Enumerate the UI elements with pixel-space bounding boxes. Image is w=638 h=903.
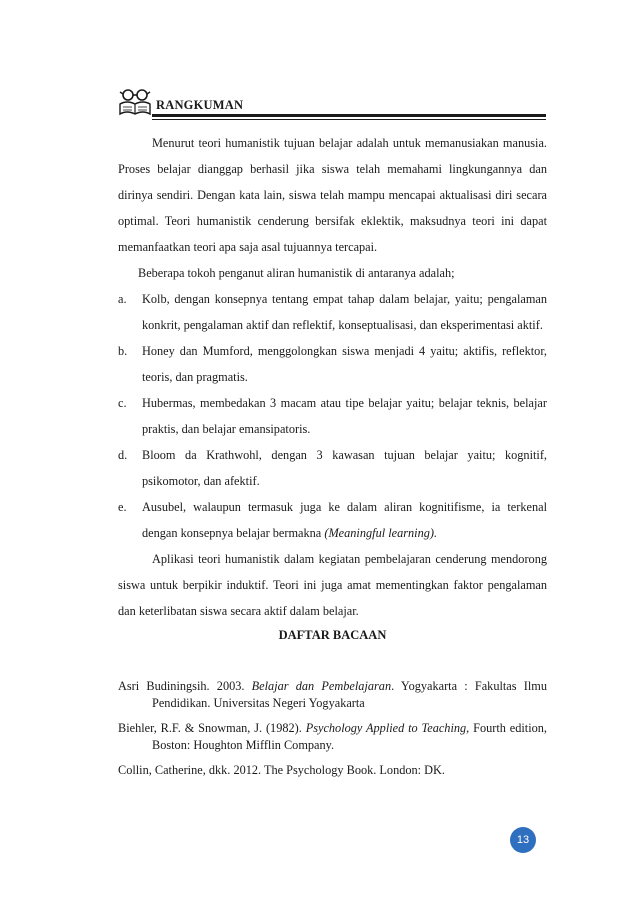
section-header bbox=[118, 86, 546, 120]
list-item-text: Honey dan Mumford, menggolongkan siswa menjadi 4 yaitu; aktifis, reflektor, teoris, dan pragmatis. bbox=[142, 344, 547, 384]
list-item bbox=[118, 286, 547, 338]
list-item-text: Ausubel, walaupun termasuk juga ke dalam aliran kognitifisme, ia terkenal dengan konsepnya belajar bermakna bbox=[142, 500, 547, 540]
list-item-text: Kolb, dengan konsepnya tentang empat tahap dalam belajar, yaitu; pengalaman konkrit, pengalaman aktif dan reflektif, konseptualisasi, dan eksperimentasi aktif. bbox=[142, 292, 547, 332]
summary-body bbox=[118, 130, 547, 624]
reference-entry bbox=[118, 678, 547, 712]
list-item bbox=[118, 442, 547, 494]
reference-text: , Fourth edition, Boston: Houghton Mifflin Company. bbox=[152, 721, 547, 752]
references-list bbox=[118, 678, 547, 787]
list-item-text: Hubermas, membedakan 3 macam atau tipe belajar yaitu; belajar teknis, belajar praktis, dan belajar emansipatoris. bbox=[142, 396, 547, 436]
list-item-text: Bloom da Krathwohl, dengan 3 kawasan tujuan belajar yaitu; kognitif, psikomotor, dan afektif. bbox=[142, 448, 547, 488]
list-item-italic: (Meaningful learning). bbox=[324, 526, 438, 540]
summary-paragraph-1: Menurut teori humanistik tujuan belajar adalah untuk memanusiakan manusia. Proses belajar dianggap berhasil jika siswa telah memahami lingkungannya dan dirinya sendiri. Dengan kata lain, siswa telah mampu mencapai aktualisasi diri secara optimal. Teori humanistik cenderung bersifak eklektik, maksudnya teori ini dapat memanfaatkan teori apa saja asal tujuannya tercapai. bbox=[118, 136, 547, 254]
page-number-badge: 13 bbox=[510, 827, 536, 853]
list-item bbox=[118, 338, 547, 390]
list-item bbox=[118, 494, 547, 546]
list-marker: b. bbox=[118, 344, 128, 358]
reference-entry bbox=[118, 762, 547, 779]
reference-text: Collin, Catherine, dkk. 2012. The Psychology Book. London: DK. bbox=[118, 763, 445, 777]
reference-entry bbox=[118, 720, 547, 754]
list-marker: e. bbox=[118, 500, 127, 514]
reference-text: Biehler, R.F. & Snowman, J. (1982). bbox=[118, 721, 306, 735]
reference-text: Asri Budiningsih. 2003. bbox=[118, 679, 252, 693]
reference-text: . Yogyakarta : Fakultas Ilmu Pendidikan. Universitas Negeri Yogyakarta bbox=[152, 679, 547, 710]
header-rule-thin bbox=[152, 119, 546, 120]
reference-title: Belajar dan Pembelajaran bbox=[251, 679, 392, 693]
list-marker: a. bbox=[118, 292, 127, 306]
reference-title: Psychology Applied to Teaching bbox=[305, 721, 467, 735]
book-glasses-icon bbox=[118, 86, 152, 116]
summary-paragraph-2: Beberapa tokoh penganut aliran humanistik di antaranya adalah; bbox=[138, 266, 455, 280]
list-item bbox=[118, 390, 547, 442]
section-title: RANGKUMAN bbox=[156, 98, 244, 112]
list-marker: c. bbox=[118, 396, 127, 410]
summary-paragraph-3: Aplikasi teori humanistik dalam kegiatan pembelajaran cenderung mendorong siswa untuk berpikir induktif. Teori ini juga amat mementingkan faktor pengalaman dan keterlibatan siswa secara aktif dalam belajar. bbox=[118, 552, 547, 618]
references-title: DAFTAR BACAAN bbox=[278, 628, 387, 642]
figures-list bbox=[118, 286, 547, 546]
list-marker: d. bbox=[118, 448, 128, 462]
header-rule-thick bbox=[152, 114, 546, 117]
